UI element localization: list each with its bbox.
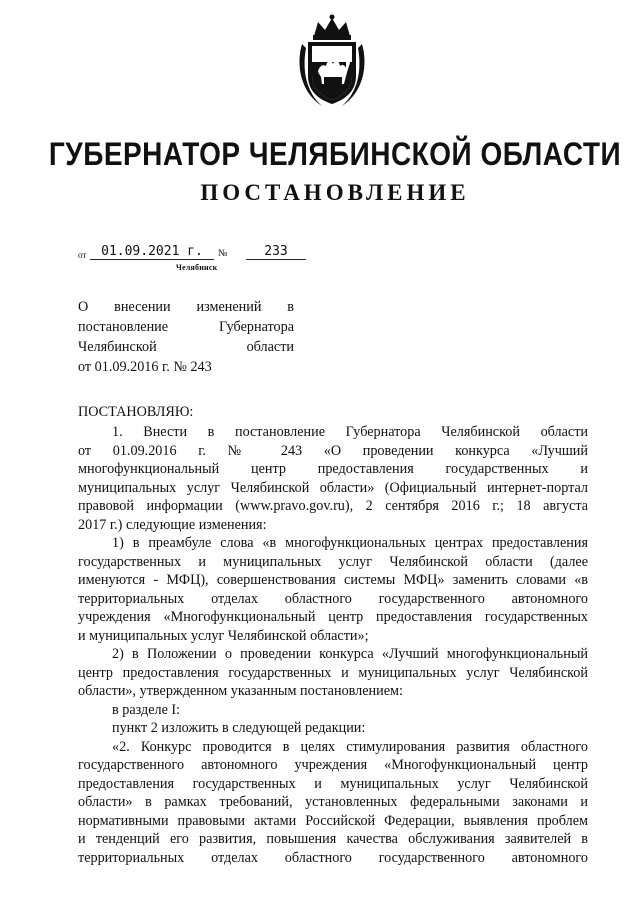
number-label: №: [218, 248, 228, 259]
body-line: правовой информации (www.pravo.gov.ru), 2 сентября 2016 г.; 18 августа: [78, 498, 588, 514]
body-line: учреждения «Многофункциональный центр предоставления государственных: [78, 609, 588, 625]
date-prefix: от: [78, 250, 87, 260]
body-line: государственного автономного учреждения «Многофункциональный центр: [78, 757, 588, 773]
body-line: центр предоставления государственных и муниципальных услуг Челябинской: [78, 664, 588, 681]
body-line: муниципальных услуг Челябинской области» (Официальный интернет-портал: [78, 479, 588, 496]
body-line: 1) в преамбуле слова «в многофункциональных центрах предоставления: [112, 535, 588, 551]
body-line: области», утвержденном указанным постановлением:: [78, 683, 403, 699]
body-line: области» в рамках требований, установленных федеральными законами и: [78, 794, 588, 810]
document-type: ПОСТАНОВЛЕНИЕ: [200, 180, 470, 205]
body-line: в разделе I:: [112, 701, 181, 718]
body-line: государственных и муниципальных услуг Челябинской области (далее: [78, 553, 588, 570]
body-line: 1. Внести в постановление Губернатора Челябинской области: [112, 424, 588, 440]
body-line: многофункциональный центр предоставления государственных и: [78, 461, 588, 477]
body-line: от 01.09.2016 г. № 243 «О проведении конкурса «Лучший: [78, 442, 588, 459]
body-line: именуются - МФЦ), совершенствования системы МФЦ» заменить словами «в: [78, 572, 588, 588]
decree-word: ПОСТАНОВЛЯЮ:: [78, 404, 194, 420]
subject-line: О внесении изменений в: [78, 299, 294, 315]
city-name: Челябинск: [176, 263, 218, 272]
subject-line: Челябинской области: [78, 339, 294, 355]
body-line: «2. Конкурс проводится в целях стимулирования развития областного: [112, 738, 588, 755]
body-line: территориальных отделах областного государственного автономного: [78, 849, 588, 866]
body-line: 2) в Положении о проведении конкурса «Лучший многофункциональный: [112, 646, 588, 662]
subject-line: от 01.09.2016 г. № 243: [78, 359, 212, 375]
document-date: 01.09.2021 г.: [90, 244, 214, 260]
document-meta: [78, 246, 378, 276]
document-subject: [78, 297, 294, 377]
document-body: [78, 423, 588, 867]
coat-of-arms-icon: [292, 14, 372, 110]
issuer-title: ГУБЕРНАТОР ЧЕЛЯБИНСКОЙ ОБЛАСТИ: [48, 136, 622, 172]
body-line: предоставления государственных и муниципальных услуг Челябинской: [78, 775, 588, 792]
body-line: и тенденций его развития, повышения качества обслуживания заявителей в: [78, 831, 588, 847]
body-line: территориальных отделах областного государственного автономного: [78, 590, 588, 607]
body-line: 2017 г.) следующие изменения:: [78, 516, 267, 533]
body-line: нормативными правовыми актами Российской Федерации, выявления проблем: [78, 812, 588, 829]
document-number: 233: [246, 244, 306, 260]
subject-line: постановление Губернатора: [78, 319, 294, 335]
body-line: и муниципальных услуг Челябинской области»;: [78, 627, 369, 644]
body-line: пункт 2 изложить в следующей редакции:: [112, 720, 366, 736]
